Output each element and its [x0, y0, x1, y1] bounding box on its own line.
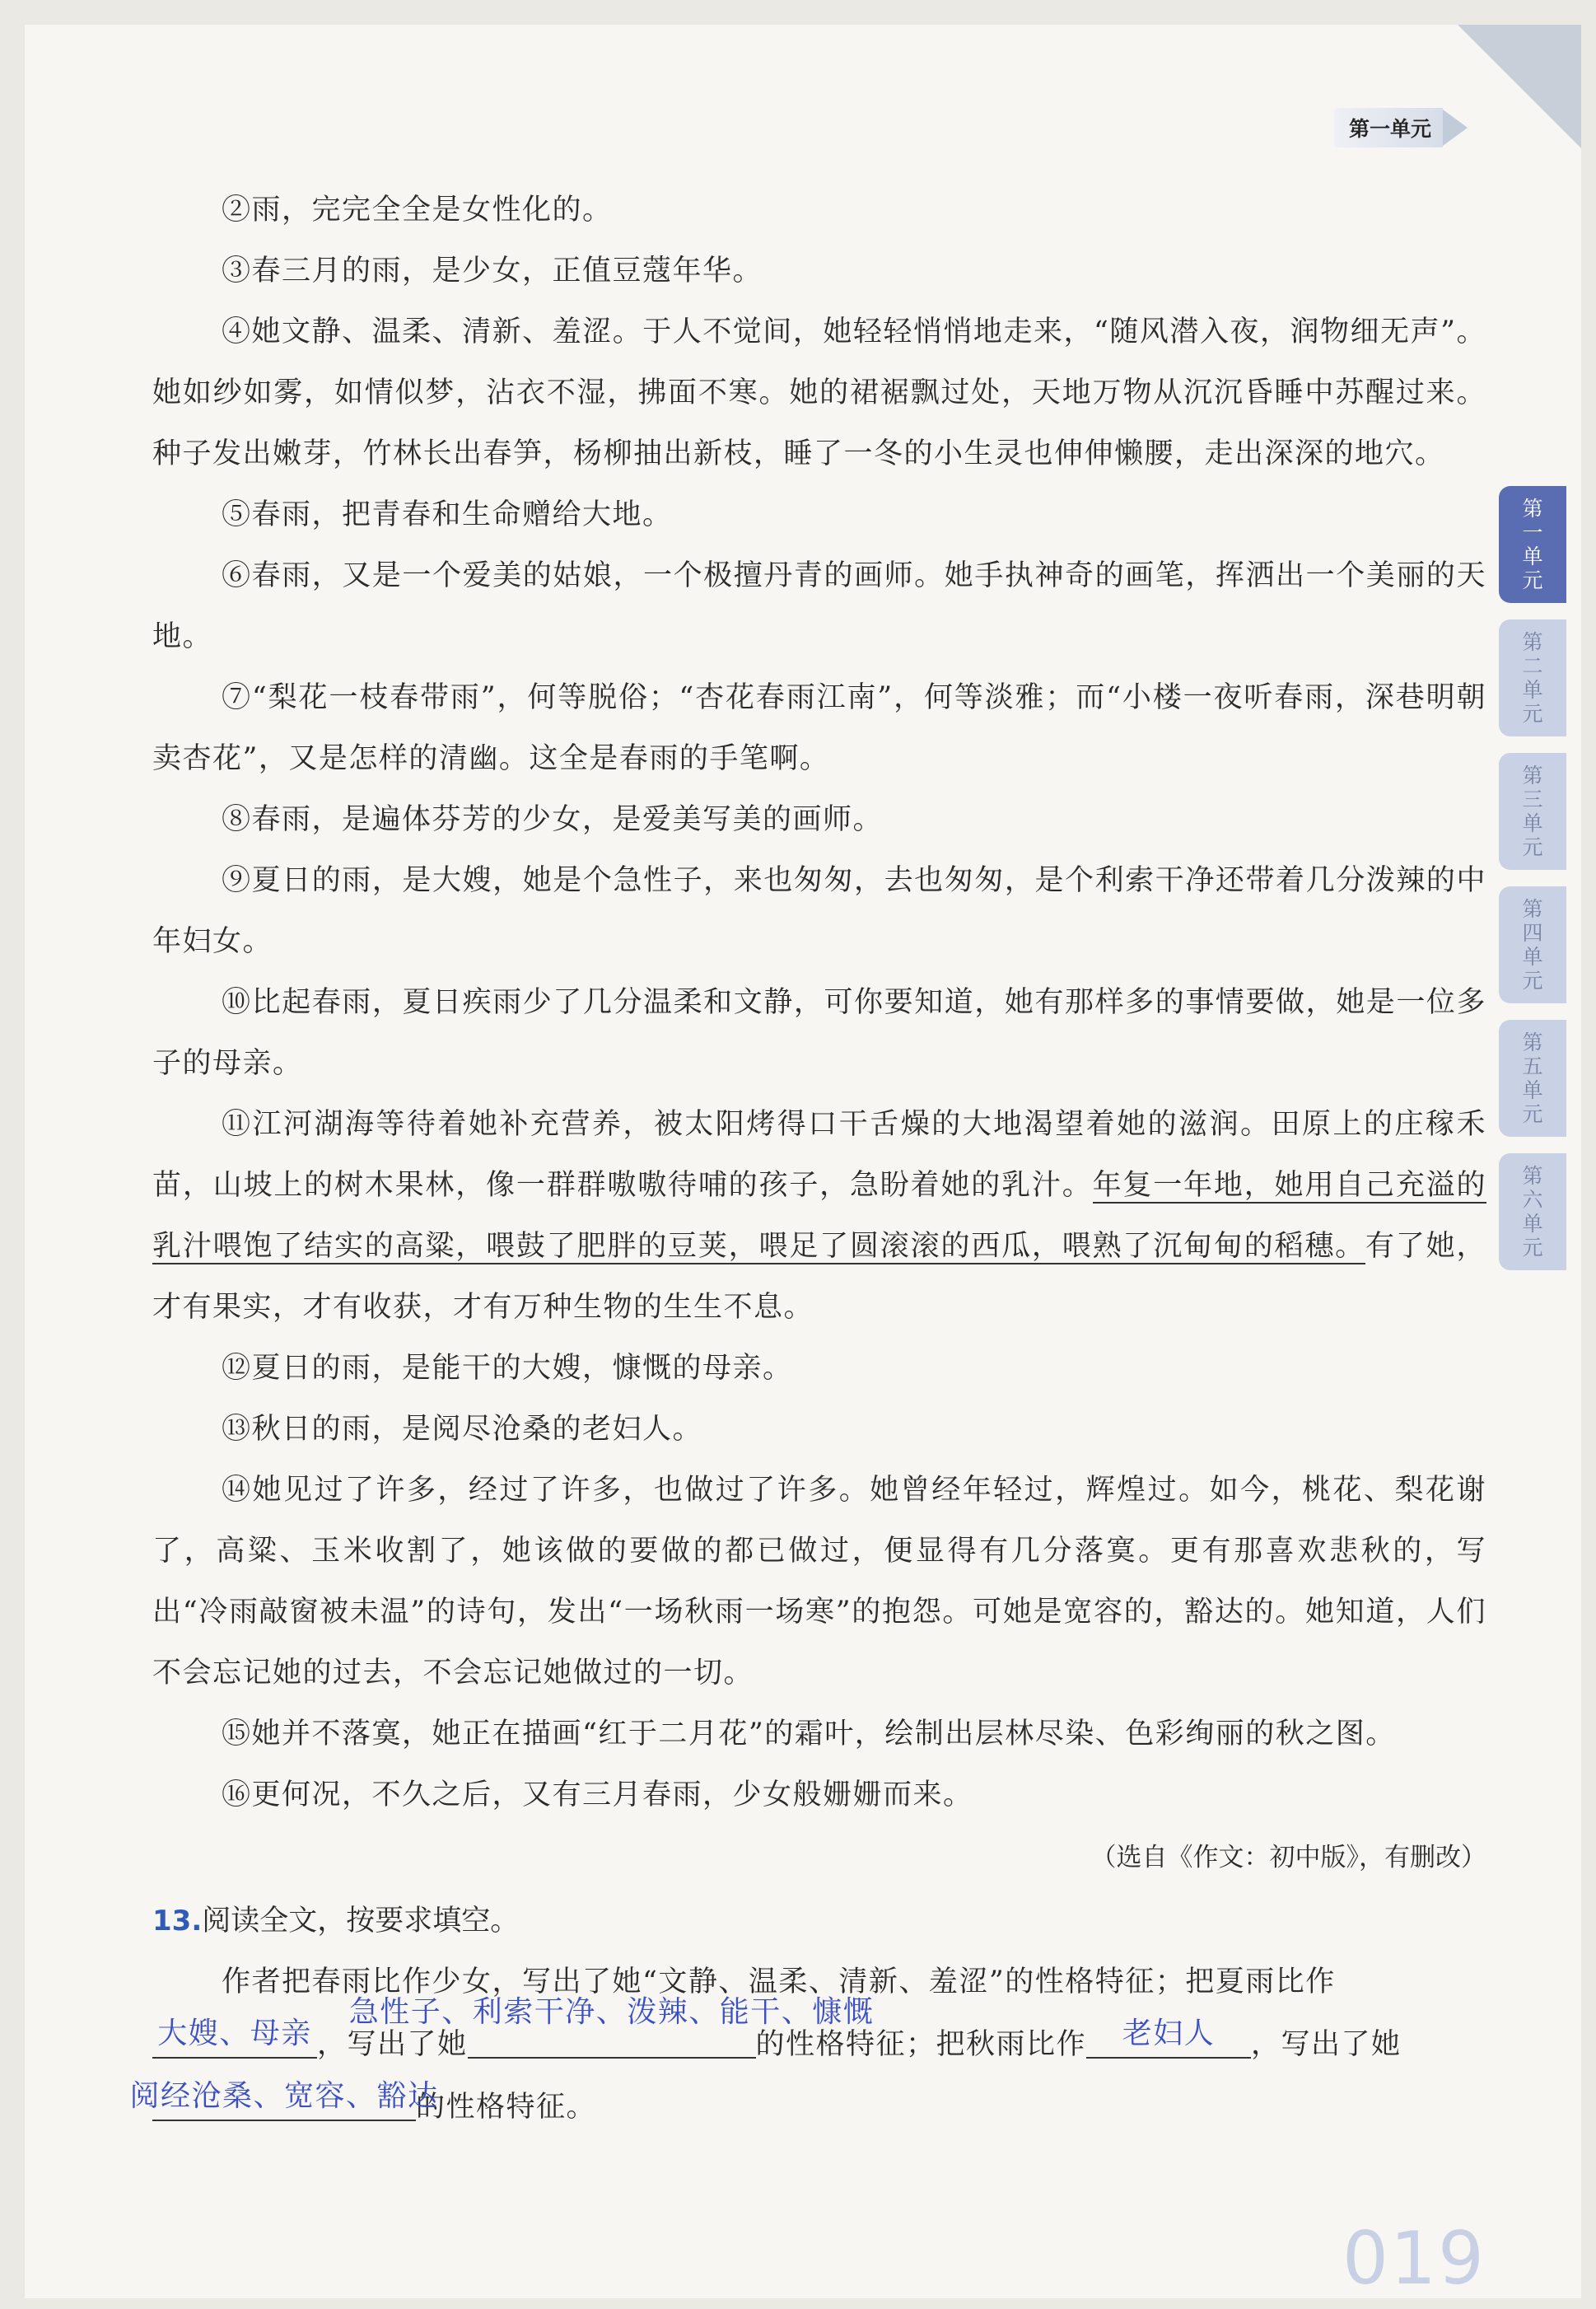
underlined-sentence: 年复一年地，她用自己充溢的乳汁喂饱了结实的高粱，喂鼓了肥胖的豆荚，喂足了圆滚滚的西瓜，喂熟了沉甸甸的稻穗。 — [152, 1169, 1486, 1263]
question-number: 13. — [152, 1905, 203, 1937]
paragraph-11-after: 有了她，才有果实，才有收获，才有万种生物的生生不息。 — [152, 1230, 1486, 1324]
paragraph-5: ⑤春雨，把青春和生命赠给大地。 — [222, 498, 673, 531]
question-body — [129, 1951, 1486, 2138]
answer-3: 老妇人 — [1122, 2017, 1216, 2050]
question-part-3: 的性格特征；把秋雨比作 — [755, 2028, 1087, 2061]
paragraph-13: ⑬秋日的雨，是阅尽沧桑的老妇人。 — [222, 1413, 703, 1446]
answer-blank-4[interactable] — [129, 2079, 439, 2121]
tab-unit-1[interactable]: 第一单元 — [1499, 486, 1566, 603]
answer-2: 急性子、利索干净、泼辣、能干、慷慨 — [348, 1995, 875, 2029]
paragraph-6: ⑥春雨，又是一个爱美的姑娘，一个极擅丹青的画师。她手执神奇的画笔，挥洒出一个美丽的天地。 — [152, 559, 1486, 653]
paragraph-4: ④她文静、温柔、清新、羞涩。于人不觉间，她轻轻悄悄地走来，“随风潜入夜，润物细无声”。她如纱如雾，如情似梦，沾衣不湿，拂面不寒。她的裙裾飘过处，天地万物从沉沉昏睡中苏醒过来。种子发出嫩芽，竹林长出春笋，杨柳抽出新枝，睡了一冬的小生灵也伸伸懒腰，走出深深的地穴。 — [152, 316, 1486, 470]
paragraph-10: ⑩比起春雨，夏日疾雨少了几分温柔和文静，可你要知道，她有那样多的事情要做，她是一位多子的母亲。 — [152, 986, 1486, 1080]
paragraph-2: ②雨，完完全全是女性化的。 — [222, 194, 613, 227]
question-title — [152, 1891, 1486, 1951]
paragraph-16: ⑯更何况，不久之后，又有三月春雨，少女般姗姗而来。 — [222, 1778, 973, 1811]
paragraph-3: ③春三月的雨，是少女，正值豆蔻年华。 — [222, 255, 763, 287]
question-part-4: ，写出了她 — [1251, 2028, 1402, 2061]
paragraph-12: ⑫夏日的雨，是能干的大嫂，慷慨的母亲。 — [222, 1352, 793, 1385]
unit-header — [1334, 107, 1468, 148]
article-text — [129, 180, 1486, 2138]
page-corner-decoration — [1458, 25, 1581, 148]
question-line-1: 作者把春雨比作少女，写出了她“文静、温柔、清新、羞涩”的性格特征；把夏雨比作 — [222, 1965, 1336, 1998]
textbook-page — [25, 25, 1581, 2301]
answer-blank-3[interactable] — [1086, 2017, 1251, 2059]
paragraph-15: ⑮她并不落寞，她正在描画“红于二月花”的霜叶，绘制出层林尽染、色彩绚丽的秋之图。 — [222, 1718, 1396, 1750]
tab-unit-3[interactable]: 第三单元 — [1499, 753, 1566, 870]
unit-tabs — [1499, 486, 1566, 1287]
answer-blank-1[interactable] — [152, 2017, 317, 2059]
question-part-5: 的性格特征。 — [416, 2091, 597, 2124]
question-prompt: 阅读全文，按要求填空。 — [202, 1905, 520, 1937]
source-citation: （选自《作文：初中版》，有删改） — [1090, 1843, 1486, 1872]
paragraph-11-before: ⑪江河湖海等待着她补充营养，被太阳烤得口干舌燥的大地渴望着她的滋润。田原上的庄稼禾苗，山坡上的树木果林，像一群群嗷嗷待哺的孩子，急盼着她的乳汁。 — [152, 1108, 1486, 1202]
paragraph-7: ⑦“梨花一枝春带雨”，何等脱俗；“杏花春雨江南”，何等淡雅；而“小楼一夜听春雨，深巷明朝卖杏花”，又是怎样的清幽。这全是春雨的手笔啊。 — [152, 681, 1486, 775]
paragraph-9: ⑨夏日的雨，是大嫂，她是个急性子，来也匆匆，去也匆匆，是个利索干净还带着几分泼辣的中年妇女。 — [152, 864, 1486, 958]
paragraph-14: ⑭她见过了许多，经过了许多，也做过了许多。她曾经年轻过，辉煌过。如今，桃花、梨花谢了，高粱、玉米收割了，她该做的要做的都已做过，便显得有几分落寞。更有那喜欢悲秋的，写出“冷雨敲窗被未温”的诗句，发出“一场秋雨一场寒”的抱怨。可她是宽容的，豁达的。她知道，人们不会忘记她的过去，不会忘记她做过的一切。 — [152, 1474, 1486, 1690]
answer-4: 阅经沧桑、宽容、豁达 — [129, 2079, 439, 2113]
tab-unit-6[interactable]: 第六单元 — [1499, 1153, 1566, 1270]
unit-header-label: 第一单元 — [1334, 108, 1443, 147]
chevron-right-icon — [1443, 110, 1468, 146]
question-part-2: ，写出了她 — [317, 2028, 468, 2061]
question-13 — [129, 1891, 1486, 2138]
paragraph-11 — [152, 1094, 1486, 1338]
paragraph-8: ⑧春雨，是遍体芬芳的少女，是爱美写美的画师。 — [222, 803, 884, 836]
tab-unit-2[interactable]: 第二单元 — [1499, 619, 1566, 736]
tab-unit-4[interactable]: 第四单元 — [1499, 886, 1566, 1003]
answer-1: 大嫂、母亲 — [157, 2017, 312, 2050]
tab-unit-5[interactable]: 第五单元 — [1499, 1020, 1566, 1137]
page-number: 019 — [1342, 2216, 1486, 2301]
